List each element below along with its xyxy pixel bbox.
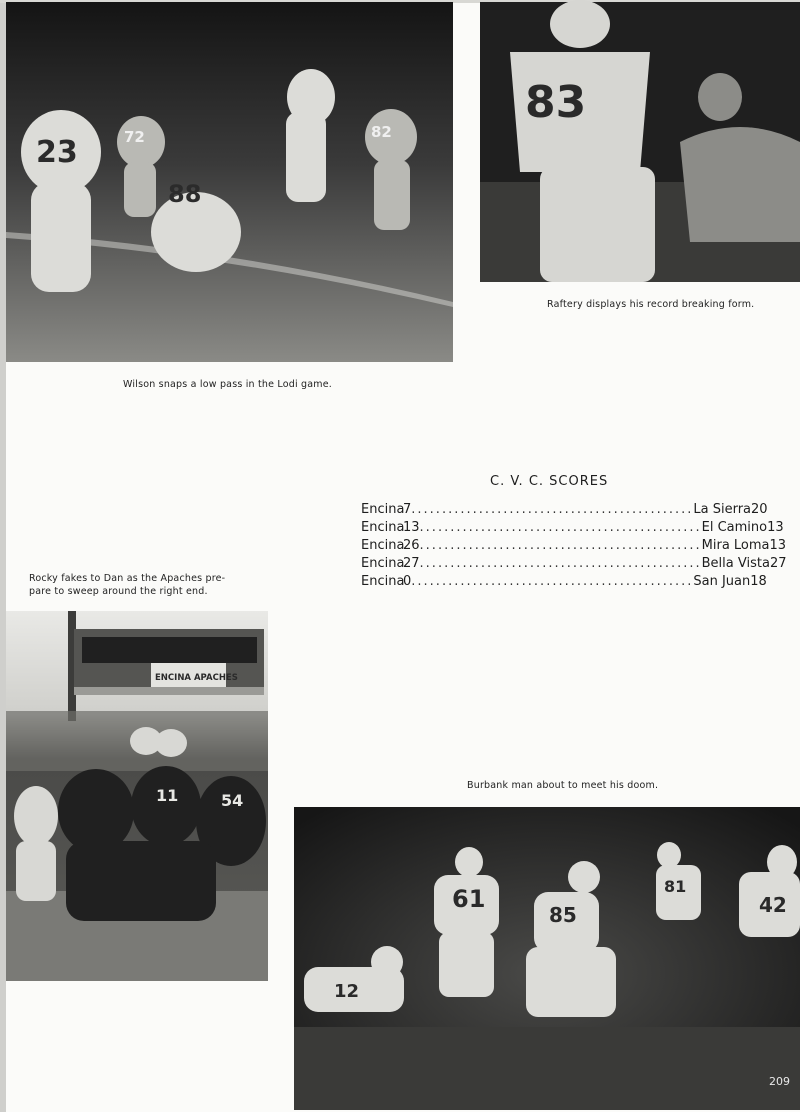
score-points: 26 bbox=[403, 537, 420, 553]
caption-wilson: Wilson snaps a low pass in the Lodi game. bbox=[123, 379, 332, 390]
caption-rocky-line-1: Rocky fakes to Dan as the Apaches pre- bbox=[29, 573, 226, 584]
jersey-number-88: 88 bbox=[168, 180, 202, 208]
score-row bbox=[361, 500, 768, 518]
score-opponent-points: 27 bbox=[769, 555, 787, 571]
jersey-number-12: 12 bbox=[334, 981, 360, 1002]
score-points: 0 bbox=[403, 573, 412, 589]
photo-raftery-record-form bbox=[480, 2, 800, 282]
score-team: Encina bbox=[361, 519, 405, 535]
press-box-banner: ENCINA APACHES bbox=[155, 673, 238, 683]
score-row bbox=[361, 536, 787, 554]
score-opponent-points: 20 bbox=[751, 501, 768, 517]
score-team: Encina bbox=[361, 537, 405, 553]
score-row bbox=[361, 518, 784, 536]
photo-burbank-man-doom bbox=[294, 807, 800, 1110]
dot-leader: .............................................. bbox=[411, 573, 694, 589]
score-opponent: La Sierra bbox=[693, 501, 752, 517]
jersey-number-11: 11 bbox=[156, 786, 179, 805]
score-row bbox=[361, 554, 787, 572]
jersey-number-42: 42 bbox=[759, 893, 787, 917]
score-opponent: Mira Loma bbox=[701, 537, 770, 553]
score-opponent-points: 13 bbox=[767, 519, 784, 535]
score-team: Encina bbox=[361, 573, 405, 589]
score-points: 27 bbox=[403, 555, 420, 571]
jersey-number-72: 72 bbox=[124, 128, 145, 146]
score-team: Encina bbox=[361, 501, 405, 517]
dot-leader: .............................................. bbox=[419, 519, 702, 535]
score-team: Encina bbox=[361, 555, 405, 571]
jersey-number-81: 81 bbox=[664, 877, 687, 896]
jersey-number-82: 82 bbox=[371, 123, 392, 141]
jersey-number-54: 54 bbox=[221, 791, 244, 810]
photo-wilson-lodi-game bbox=[6, 2, 453, 362]
caption-raftery: Raftery displays his record breaking form. bbox=[547, 299, 755, 310]
caption-burbank: Burbank man about to meet his doom. bbox=[467, 780, 659, 791]
score-opponent: Bella Vista bbox=[701, 555, 770, 571]
score-opponent: San Juan bbox=[693, 573, 751, 589]
scores-title: C. V. C. SCORES bbox=[490, 474, 609, 489]
dot-leader: .............................................. bbox=[419, 537, 702, 553]
jersey-number-61: 61 bbox=[452, 885, 486, 913]
score-opponent-points: 18 bbox=[750, 573, 767, 589]
score-opponent-points: 13 bbox=[769, 537, 787, 553]
dot-leader: .............................................. bbox=[411, 501, 694, 517]
dot-leader: .............................................. bbox=[419, 555, 702, 571]
jersey-number-83: 83 bbox=[525, 77, 587, 128]
page-number: 209 bbox=[769, 1075, 790, 1088]
score-opponent: El Camino bbox=[701, 519, 768, 535]
jersey-number-23: 23 bbox=[36, 135, 78, 170]
photo-rocky-fakes-to-dan bbox=[6, 611, 268, 981]
score-points: 7 bbox=[403, 501, 412, 517]
score-row bbox=[361, 572, 767, 590]
score-points: 13 bbox=[403, 519, 420, 535]
jersey-number-85: 85 bbox=[549, 903, 577, 927]
scores-table bbox=[361, 500, 787, 590]
caption-rocky-line-2: pare to sweep around the right end. bbox=[29, 586, 208, 597]
